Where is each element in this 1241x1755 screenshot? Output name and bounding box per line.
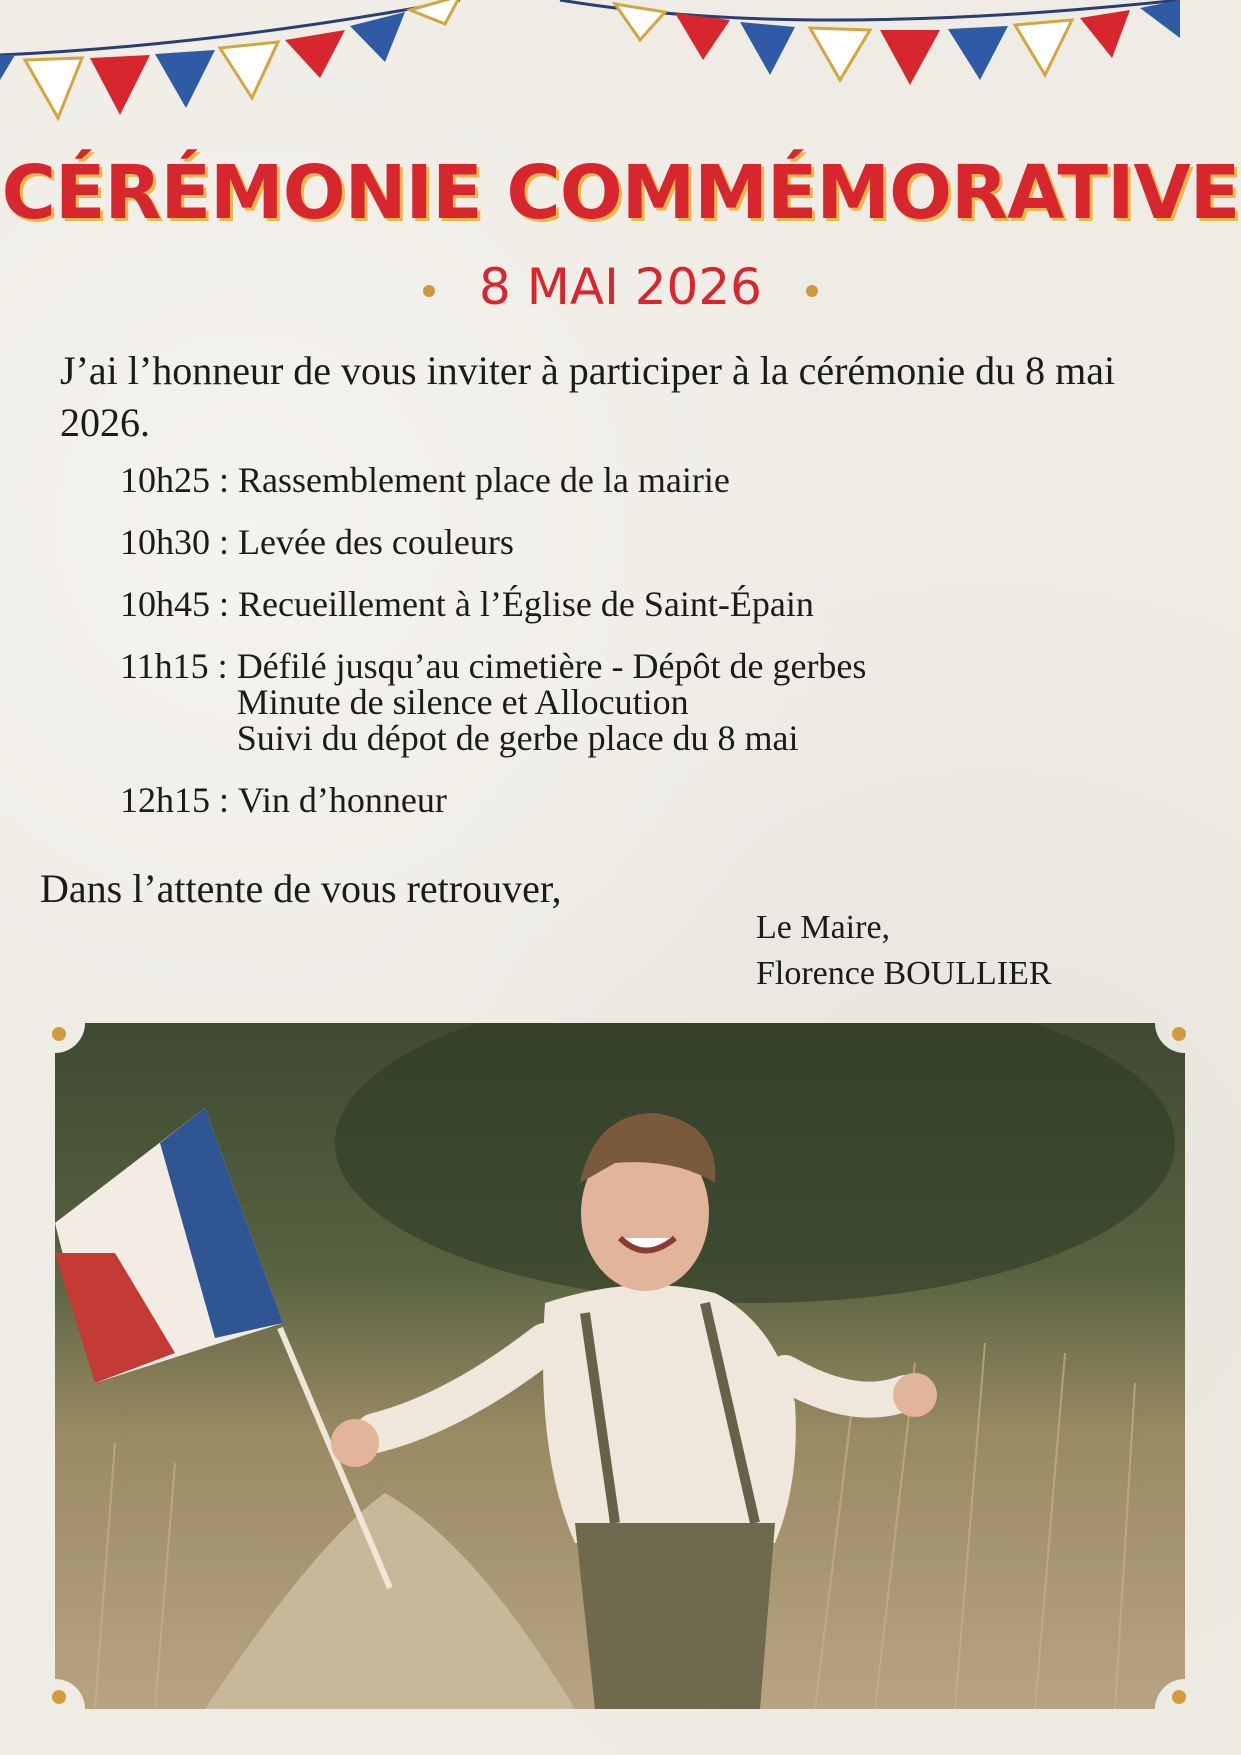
photo-child-with-flag <box>55 1023 1185 1709</box>
signature-role: Le Maire, <box>756 909 891 946</box>
schedule-text: Rassemblement place de la mairie <box>238 460 730 500</box>
schedule-time: 11h15 <box>120 646 209 686</box>
schedule-item: 10h45 : Recueillement à l’Église de Saint-Épain <box>120 584 814 624</box>
schedule-text: Levée des couleurs <box>238 522 514 562</box>
schedule-text: Vin d’honneur <box>238 780 447 820</box>
schedule-text: Minute de silence et Allocution <box>236 682 689 722</box>
schedule-item: 11h15 : Défilé jusqu’au cimetière - Dépôt de gerbes Minute de silence et Allocution Suivi du dépot de gerbe place du 8 mai <box>120 646 867 758</box>
gold-dot <box>423 285 435 297</box>
schedule-text: Suivi du dépot de gerbe place du 8 mai <box>236 718 799 758</box>
schedule-item: 12h15 : Vin d’honneur <box>120 780 447 820</box>
page-title: CÉRÉMONIE COMMÉMORATIVE <box>1 150 1240 236</box>
schedule-item: 10h25 : Rassemblement place de la mairie <box>120 460 730 500</box>
gold-dot <box>806 285 818 297</box>
schedule-text: Défilé jusqu’au cimetière - Dépôt de gerbes <box>236 646 867 686</box>
schedule-item: 10h30 : Levée des couleurs <box>120 522 514 562</box>
schedule-time: 10h45 <box>120 584 210 624</box>
signature-name: Florence BOULLIER <box>756 955 1052 992</box>
schedule-text: Recueillement à l’Église de Saint-Épain <box>238 584 814 624</box>
schedule-time: 10h25 <box>120 460 210 500</box>
invitation-text: J’ai l’honneur de vous inviter à participer à la cérémonie du 8 mai 2026. <box>60 348 1116 445</box>
event-date <box>0 258 1241 316</box>
schedule-time: 10h30 <box>120 522 210 562</box>
bunting-decoration <box>0 0 1241 130</box>
date-text: 8 MAI 2026 <box>479 258 762 316</box>
closing-text: Dans l’attente de vous retrouver, <box>40 866 562 911</box>
signature-block <box>756 905 1052 997</box>
schedule-time: 12h15 <box>120 780 210 820</box>
schedule-list <box>120 462 866 844</box>
